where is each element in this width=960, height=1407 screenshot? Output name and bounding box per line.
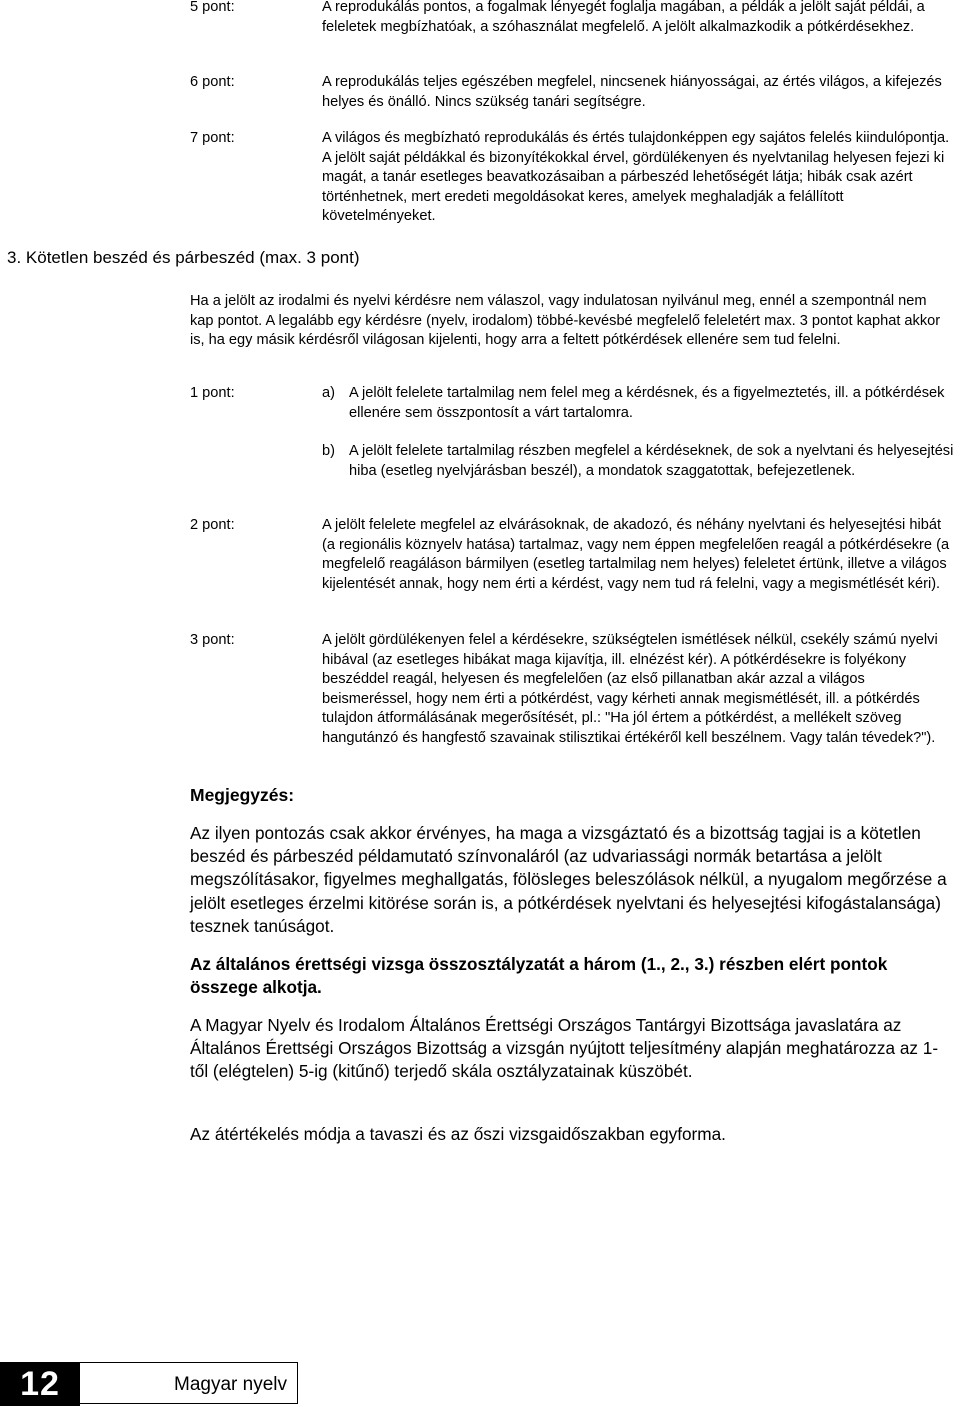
rubric-text: A reprodukálás teljes egészében megfelel, nincsenek hiányosságai, az értés világos, a kifejezés helyes és önálló. Nincs szükség tanári segítségre. [322,74,942,110]
sub-item-letter: b) [322,443,335,459]
rubric-text: A világos és megbízható reprodukálás és értés tulajdonképpen egy sajátos felelés kiindulópontja. A jelölt saját példákkal és bizonyítékokkal érvel, gördülékenyen és nyelvtanilag helyesen fejezi ki magát, a tanár esetleges beavatkozásaiban a párbeszéd lehetőségét látja; hibák csak azért történhetnek, mert eredeti megoldásokat keres, amelyek meghaladják a felállított követelményeket. [322,130,950,224]
section-intro: Ha a jelölt az irodalmi és nyelvi kérdésre nem válaszol, vagy indulatosan nyilvánul meg, ennél a szempontnál nem kap pontot. A legalább egy kérdésre (nyelv, irodalom) többé-kevésbé megfelelő feleletért max. 3 pontot kaphat akkor is, ha egy másik kérdésről világosan kijelenti, hogy arra a feltett pótkérdések ellenére sem tud felelni. [190,293,941,348]
sub-item-letter: a) [322,385,335,401]
rubric-label: 7 pont: [190,130,235,146]
sub-item-text: A jelölt felelete tartalmilag részben megfelel a kérdéseknek, de sok a nyelvtani és helyesejtési hiba (esetleg nyelvjárásban beszél), a mondatok szaggatottak, befejezetlenek. [349,443,954,479]
note-paragraph-2: Az általános érettségi vizsga összosztályzatát a három (1., 2., 3.) részben elért pontok összege alkotja. [190,954,888,998]
section-heading: 3. Kötetlen beszéd és párbeszéd (max. 3 pont) [7,248,360,267]
sub-item-text: A jelölt felelete tartalmilag nem felel meg a kérdésnek, és a figyelmeztetés, ill. a pótkérdések ellenére sem összpontosít a várt tartalomra. [349,385,945,421]
note-paragraph-3: A Magyar Nyelv és Irodalom Általános Érettségi Országos Tantárgyi Bizottsága javaslatára az Általános Érettségi Országos Bizottság a vizsgán nyújtott teljesítmény alapján meghatározza az 1-től (elégtelen) 5-ig (kitűnő) terjedő skála osztályzatainak küszöbét. [190,1015,939,1082]
note-title: Megjegyzés: [190,785,295,805]
note-paragraph-1: Az ilyen pontozás csak akkor érvényes, ha maga a vizsgáztató és a bizottság tagjai is a kötetlen beszéd és párbeszéd példamutató színvonaláról (az udvariassági normák betartása a jelölt megszólításakor, figyelmes meghallgatás, fölösleges beleszólások nélkül, a nyugalom megőrzése a jelölt esetleges érzelmi kitörése során is, a pótkérdések nyelvtani és helyesejtési kifogástalansága) tesznek tanúságot. [190,823,947,936]
score-text: A jelölt gördülékenyen felel a kérdésekre, szükségtelen ismétlések nélkül, csekély számú nyelvi hibával (az esetleges hibákat maga kijavítja, ill. elnézést kér). A pótkérdésekre is folyékony beszéddel reagál, helyesen és megfelelően (az első pillanatban akár azzal a világos beismeréssel, hogy nem érti a pótkérdést, vagy kérheti annak megismétlését, ill. a pótkérdés tulajdon átformálásának megerősítését, pl.: "Ha jól értem a pótkérdést, a mellékelt szöveg hangutánzó és hangfestő szavainak stilisztikai értékéről kell beszélnem. Vagy talán tévedek?"). [322,632,938,746]
score-label: 2 pont: [190,517,235,533]
score-text: A jelölt felelete megfelel az elvárásoknak, de akadozó, és néhány nyelvtani és helyesejtési hibát (a regionális köznyelv hatása) tartalmaz, vagy nem éppen megfelelően reagál a pótkérdésekre (a megfelelő reagáláson bármilyen (esetleg tartalmilag nem helyes) feleletet értünk, illetve a világos kijelentését annak, hogy nem érti a kérdést, vagy nem tud rá felelni, vagy a megismétlését kéri). [322,517,950,592]
page-number: 12 [0,1362,80,1406]
score-label: 1 pont: [190,385,235,401]
note-paragraph-4: Az átértékelés módja a tavaszi és az őszi vizsgaidőszakban egyforma. [190,1124,726,1144]
rubric-text: A reprodukálás pontos, a fogalmak lényegét foglalja magában, a példák a jelölt saját példái, a feleletek megbízhatóak, a szóhasználat megfelelő. A jelölt alkalmazkodik a pótkérdésekhez. [322,0,925,35]
rubric-label: 5 pont: [190,0,235,15]
rubric-label: 6 pont: [190,74,235,90]
footer-subject-title: Magyar nyelv [80,1362,298,1404]
score-label: 3 pont: [190,632,235,648]
